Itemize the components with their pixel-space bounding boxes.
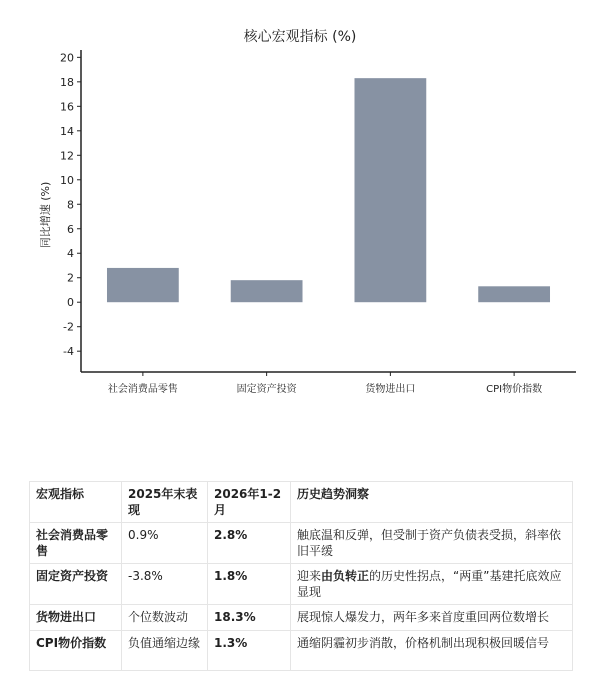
bar	[107, 268, 179, 302]
header-2025: 2025年末表现	[122, 482, 208, 523]
y-tick-label: 12	[60, 149, 74, 163]
header-indicator: 宏观指标	[30, 482, 122, 523]
bars-group	[107, 78, 550, 302]
x-tick-label: CPI物价指数	[486, 384, 543, 395]
x-tick-label: 货物进出口	[365, 384, 416, 395]
row-insight	[291, 564, 573, 605]
insight-text: 展现惊人爆发力，两年多来首度重回两位数增长	[297, 610, 550, 624]
x-axis	[81, 372, 576, 395]
insight-bold-text: 由负转正	[321, 569, 370, 583]
x-tick-label: 固定资产投资	[236, 384, 297, 395]
row-insight	[291, 631, 573, 671]
y-axis-label: 同比增速 (%)	[39, 181, 52, 249]
y-tick-label: 20	[60, 51, 74, 65]
table-row	[30, 523, 573, 564]
bar	[231, 280, 303, 302]
y-tick-label: 10	[60, 173, 74, 187]
y-axis	[60, 50, 81, 372]
table-row	[30, 564, 573, 605]
insight-text: 迎来	[297, 569, 322, 583]
row-insight	[291, 605, 573, 631]
bar	[354, 78, 426, 302]
insight-text: 通缩阴霾初步消散，价格机制出现积极回暖信号	[297, 636, 550, 650]
y-tick-label: 6	[67, 222, 74, 236]
row-2026: 1.3%	[208, 631, 291, 671]
insight-text: 的历史性拐点，“两重”基建托底效应显现	[297, 569, 562, 599]
row-2025: 0.9%	[122, 523, 208, 564]
table-row	[30, 605, 573, 631]
y-tick-label: -2	[63, 320, 74, 334]
y-tick-label: 14	[60, 124, 74, 138]
y-tick-label: 4	[67, 247, 74, 261]
y-tick-label: 18	[60, 75, 74, 89]
row-insight	[291, 523, 573, 564]
header-insight: 历史趋势洞察	[291, 482, 573, 523]
chart-title: 核心宏观指标 (%)	[243, 29, 357, 45]
row-2026: 1.8%	[208, 564, 291, 605]
bar	[478, 286, 550, 302]
y-tick-label: 0	[67, 296, 74, 310]
table-header-row	[30, 482, 573, 523]
row-2026: 2.8%	[208, 523, 291, 564]
x-tick-label: 社会消费品零售	[107, 384, 178, 395]
row-indicator: CPI物价指数	[30, 631, 122, 671]
row-indicator: 固定资产投资	[30, 564, 122, 605]
y-tick-label: 2	[67, 271, 74, 285]
row-2025: -3.8%	[122, 564, 208, 605]
table-row	[30, 631, 573, 671]
insight-text: 触底温和反弹，但受制于资产负债表受损，斜率依旧平缓	[297, 528, 562, 558]
header-2026: 2026年1-2月	[208, 482, 291, 523]
y-tick-label: -4	[63, 345, 74, 359]
row-indicator: 社会消费品零售	[30, 523, 122, 564]
macro-indicator-table	[29, 481, 573, 671]
row-2025: 个位数波动	[122, 605, 208, 631]
row-2026: 18.3%	[208, 605, 291, 631]
y-tick-label: 16	[60, 100, 74, 114]
row-2025: 负值通缩边缘	[122, 631, 208, 671]
row-indicator: 货物进出口	[30, 605, 122, 631]
y-tick-label: 8	[67, 198, 74, 212]
